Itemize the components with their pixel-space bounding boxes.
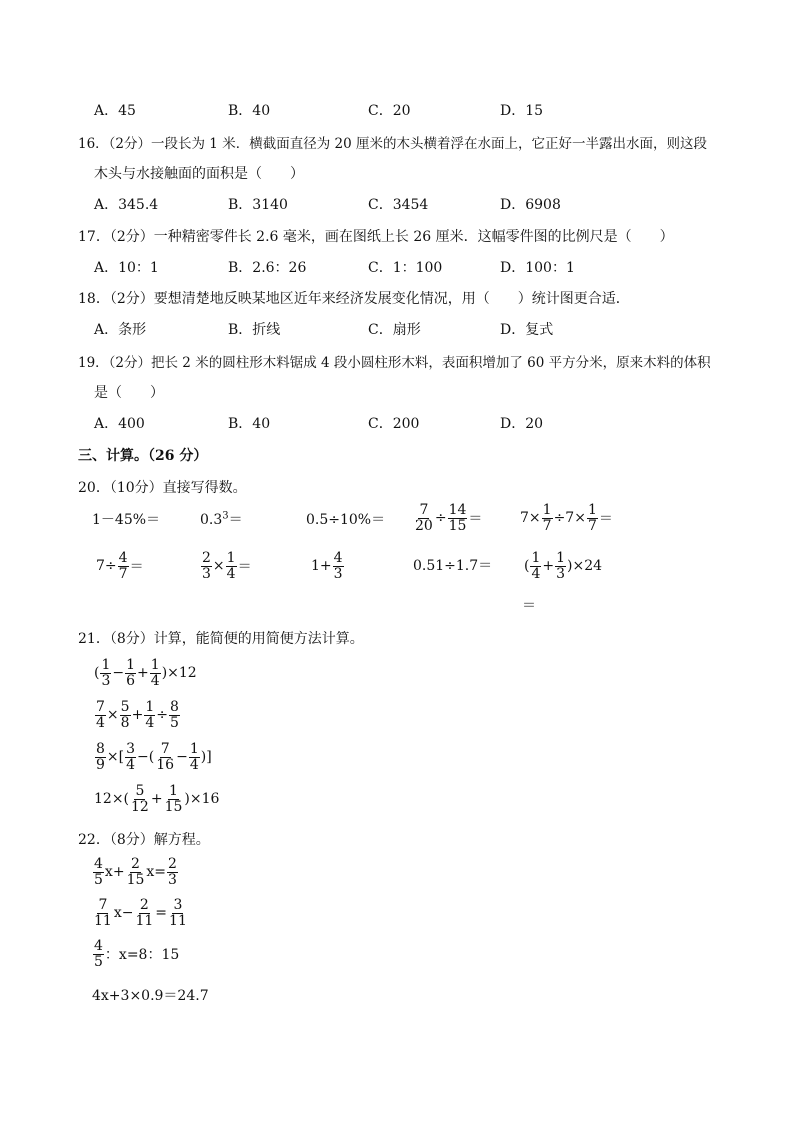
- q18-option-b[interactable]: B．折线: [228, 322, 281, 338]
- q17-options: [94, 257, 654, 277]
- q20-expr-5: 7× $\frac{1}{7}$ ÷7× $\frac{1}{7}$ ＝: [520, 502, 613, 534]
- q19-option-d[interactable]: D．20: [500, 416, 544, 432]
- fraction: $\frac{3}{11}$: [169, 897, 187, 929]
- fraction: $\frac{1}{3}$: [556, 550, 566, 582]
- fraction: $\frac{1}{4}$: [531, 550, 541, 582]
- fraction: $\frac{5}{8}$: [120, 699, 130, 731]
- q20-expr-10: ( $\frac{1}{4}$ + $\frac{1}{3}$ )×24: [524, 550, 603, 582]
- q20-expr-3: 0.5÷10%＝: [306, 512, 386, 528]
- q16-options: [94, 194, 654, 214]
- q19-option-a[interactable]: A．400: [94, 416, 145, 432]
- q19-text-line1: 19．（2分）把长 2 米的圆柱形木料锯成 4 段小圆柱形木料，表面积增加了 60 平方分米，原来木料的体积: [78, 355, 711, 371]
- fraction: $\frac{1}{15}$: [164, 783, 183, 815]
- q22-equation-3: $\frac{4}{5}$ ：x=8：15: [94, 938, 180, 970]
- fraction: $\frac{1}{3}$: [101, 657, 111, 689]
- q17-option-d[interactable]: D．100：1: [500, 260, 575, 276]
- q20-title: 20．（10分）直接写得数。: [78, 480, 247, 496]
- q19-option-c[interactable]: C．200: [368, 416, 420, 432]
- fraction: $\frac{2}{11}$: [135, 897, 154, 929]
- q16-text-line1: 16．（2分）一段长为 1 米．横截面直径为 20 厘米的木头横着浮在水面上，它正好一半露出水面，则这段: [78, 136, 707, 152]
- q16-text-line2: 木头与水接触面的面积是（ ）: [94, 166, 304, 182]
- fraction: $\frac{4}{5}$: [94, 856, 103, 888]
- fraction: $\frac{4}{5}$: [94, 938, 103, 970]
- q18-text: 18．（2分）要想清楚地反映某地区近年来经济发展变化情况，用（ ）统计图更合适．: [78, 291, 630, 307]
- q16-option-c[interactable]: C．3454: [368, 197, 429, 213]
- q20-expr-9: 0.51÷1.7＝: [413, 558, 493, 574]
- fraction: $\frac{7}{16}$: [156, 741, 175, 773]
- q20-expr-10-equals: ＝: [522, 598, 536, 614]
- q15-option-d[interactable]: D．15: [500, 103, 544, 119]
- q16-option-d[interactable]: D．6908: [500, 197, 561, 213]
- q19-option-b[interactable]: B．40: [228, 416, 271, 432]
- q21-title: 21．（8分）计算，能简便的用简便方法计算。: [78, 631, 364, 647]
- fraction: $\frac{1}{4}$: [189, 741, 199, 773]
- fraction: $\frac{1}{4}$: [150, 657, 160, 689]
- q18-option-d[interactable]: D．复式: [500, 322, 554, 338]
- fraction: $\frac{7}{20}$: [415, 502, 433, 534]
- q20-expr-2-base: 0.3: [200, 512, 223, 528]
- fraction: $\frac{3}{4}$: [126, 741, 136, 773]
- q22-equation-1: $\frac{4}{5}$ x+ $\frac{2}{15}$ x= $\frac{2}{3}$: [94, 856, 177, 888]
- q16-option-b[interactable]: B．3140: [228, 197, 288, 213]
- q20-expr-4: $\frac{7}{20}$ ÷ $\frac{14}{15}$ ＝: [415, 502, 483, 534]
- q15-option-b[interactable]: B．40: [228, 103, 271, 119]
- q21-expr-4: 12×( $\frac{5}{12}$ + $\frac{1}{15}$ )×16: [94, 783, 220, 815]
- fraction: $\frac{1}{7}$: [542, 502, 552, 534]
- q17-option-b[interactable]: B．2.6：26: [228, 260, 307, 276]
- q21-expr-1: ( $\frac{1}{3}$ − $\frac{1}{6}$ + $\frac{1}{4}$ )×12: [94, 657, 197, 689]
- q18-options: [94, 319, 654, 339]
- fraction: $\frac{8}{9}$: [96, 741, 105, 773]
- q15-options: [94, 100, 654, 120]
- q22-equation-4: 4x+3×0.9＝24.7: [92, 988, 209, 1004]
- q16-option-a[interactable]: A．345.4: [94, 197, 159, 213]
- q21-expr-3: $\frac{8}{9}$ ×[ $\frac{3}{4}$ −( $\frac{7}{16}$ − $\frac{1}{4}$ )]: [96, 741, 212, 773]
- q22-equation-2: $\frac{7}{11}$ x− $\frac{2}{11}$ = $\frac{3}{11}$: [94, 897, 187, 929]
- fraction: $\frac{1}{4}$: [145, 699, 155, 731]
- fraction: $\frac{7}{11}$: [94, 897, 112, 929]
- fraction: $\frac{5}{12}$: [131, 783, 149, 815]
- q20-expr-7: $\frac{2}{3}$ × $\frac{1}{4}$ ＝: [202, 550, 252, 582]
- section-3-heading: 三、计算。（26 分）: [78, 448, 208, 464]
- q20-expr-8: 1+ $\frac{4}{3}$: [311, 550, 343, 582]
- q18-option-a[interactable]: A．条形: [94, 322, 147, 338]
- q20-expr-2-equals: ＝: [228, 512, 243, 528]
- fraction: $\frac{1}{6}$: [126, 657, 136, 689]
- fraction: $\frac{1}{7}$: [587, 502, 597, 534]
- q22-title: 22．（8分）解方程。: [78, 832, 210, 848]
- fraction: $\frac{14}{15}$: [448, 502, 467, 534]
- q18-option-c[interactable]: C．扇形: [368, 322, 421, 338]
- q20-expr-2-exponent: 3: [222, 510, 229, 522]
- q15-option-c[interactable]: C．20: [368, 103, 411, 119]
- q19-options: [94, 413, 654, 433]
- fraction: $\frac{2}{3}$: [202, 550, 211, 582]
- fraction: $\frac{8}{5}$: [169, 699, 179, 731]
- q17-text: 17．（2分）一种精密零件长 2.6 毫米，画在图纸上长 26 厘米．这幅零件图的比例尺是（ ）: [78, 229, 674, 245]
- q17-option-c[interactable]: C．1：100: [368, 260, 443, 276]
- q20-expr-2: [200, 509, 243, 529]
- fraction: $\frac{1}{4}$: [226, 550, 236, 582]
- fraction: $\frac{4}{7}$: [118, 550, 128, 582]
- q20-expr-6: 7÷ $\frac{4}{7}$ ＝: [96, 550, 144, 582]
- q21-expr-2: $\frac{7}{4}$ × $\frac{5}{8}$ + $\frac{1}{4}$ ÷ $\frac{8}{5}$: [96, 699, 179, 731]
- fraction: $\frac{2}{3}$: [168, 856, 177, 888]
- fraction: $\frac{4}{3}$: [333, 550, 343, 582]
- fraction: $\frac{2}{15}$: [126, 856, 145, 888]
- q15-option-a[interactable]: A．45: [94, 103, 136, 119]
- fraction: $\frac{7}{4}$: [96, 699, 105, 731]
- q17-option-a[interactable]: A．10：1: [94, 260, 159, 276]
- q19-text-line2: 是（ ）: [94, 385, 164, 401]
- q20-expr-1: 1－45%＝: [92, 512, 161, 528]
